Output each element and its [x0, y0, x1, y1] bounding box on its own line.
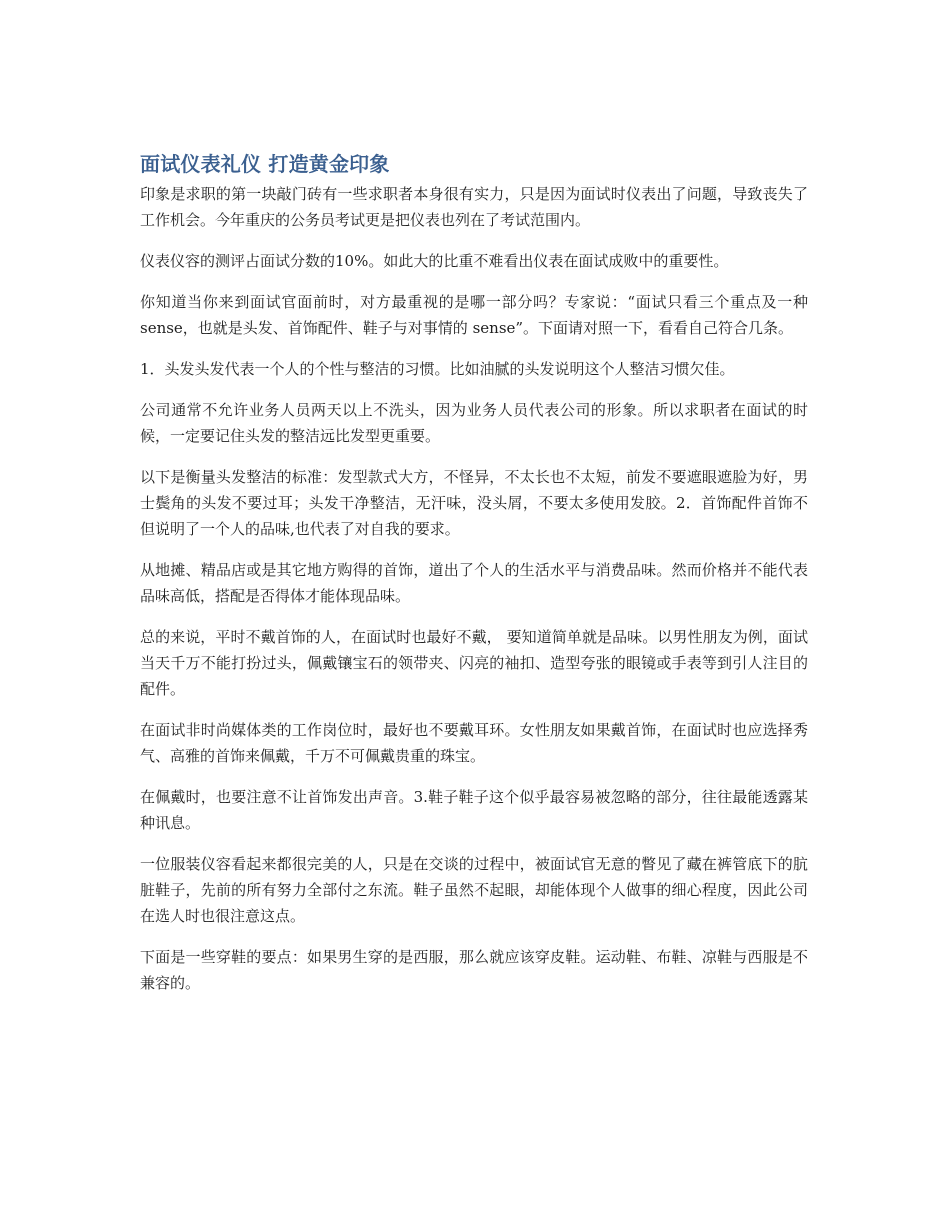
paragraph-shoe-tips: 下面是一些穿鞋的要点：如果男生穿的是西服，那么就应该穿皮鞋。运动鞋、布鞋、凉鞋与西服是不兼容的。 [140, 948, 808, 992]
paragraph-hair-standard: 以下是衡量头发整洁的标准：发型款式大方，不怪异，不太长也不太短，前发不要遮眼遮脸为好，男士鬓角的头发不要过耳；头发干净整洁，无汗味，没头屑，不要太多使用发胶。2．首饰配件首饰不但说明了一个人的品味,也代表了对自我的要求。 [140, 468, 808, 538]
paragraph-jewelry-source: 从地摊、精品店或是其它地方购得的首饰，道出了个人的生活水平与消费品味。然而价格并不能代表品味高低，搭配是否得体才能体现品味。 [140, 561, 808, 605]
paragraph-jewelry-simple: 总的来说，平时不戴首饰的人，在面试时也最好不戴， 要知道简单就是品味。以男性朋友为例，面试当天千万不能打扮过头，佩戴镶宝石的领带夹、闪亮的袖扣、造型夸张的眼镜或手表等到引人注目的配件。 [140, 628, 808, 698]
document-body [140, 150, 812, 1011]
paragraph-expert-advice: 你知道当你来到面试官面前时，对方最重视的是哪一部分吗？专家说：“面试只看三个重点及一种 sense，也就是头发、首饰配件、鞋子与对事情的 sense”。下面请对照一下，看看自己符合几条。 [140, 293, 808, 337]
paragraph-earrings: 在面试非时尚媒体类的工作岗位时，最好也不要戴耳环。女性朋友如果戴首饰，在面试时也应选择秀气、高雅的首饰来佩戴，千万不可佩戴贵重的珠宝。 [140, 721, 808, 765]
document-title: 面试仪表礼仪 打造黄金印象 [140, 152, 390, 176]
paragraph-shoes-intro: 在佩戴时，也要注意不让首饰发出声音。3.鞋子鞋子这个似乎最容易被忽略的部分，往往最能透露某种讯息。 [140, 788, 808, 832]
paragraph-hair: 1．头发头发代表一个人的个性与整洁的习惯。比如油腻的头发说明这个人整洁习惯欠佳。 [140, 360, 735, 378]
paragraph-score-weight: 仪表仪容的测评占面试分数的10%。如此大的比重不难看出仪表在面试成败中的重要性。 [140, 252, 729, 270]
paragraph-intro: 印象是求职的第一块敲门砖有一些求职者本身很有实力，只是因为面试时仪表出了问题，导致丧失了工作机会。今年重庆的公务员考试更是把仪表也列在了考试范围内。 [140, 185, 808, 229]
paragraph-dirty-shoes: 一位服装仪容看起来都很完美的人，只是在交谈的过程中，被面试官无意的瞥见了藏在裤管底下的肮脏鞋子，先前的所有努力全部付之东流。鞋子虽然不起眼，却能体现个人做事的细心程度，因此公司在选人时也很注意这点。 [140, 855, 808, 925]
paragraph-company-rule: 公司通常不允许业务人员两天以上不洗头，因为业务人员代表公司的形象。所以求职者在面试的时候，一定要记住头发的整洁远比发型更重要。 [140, 401, 808, 445]
